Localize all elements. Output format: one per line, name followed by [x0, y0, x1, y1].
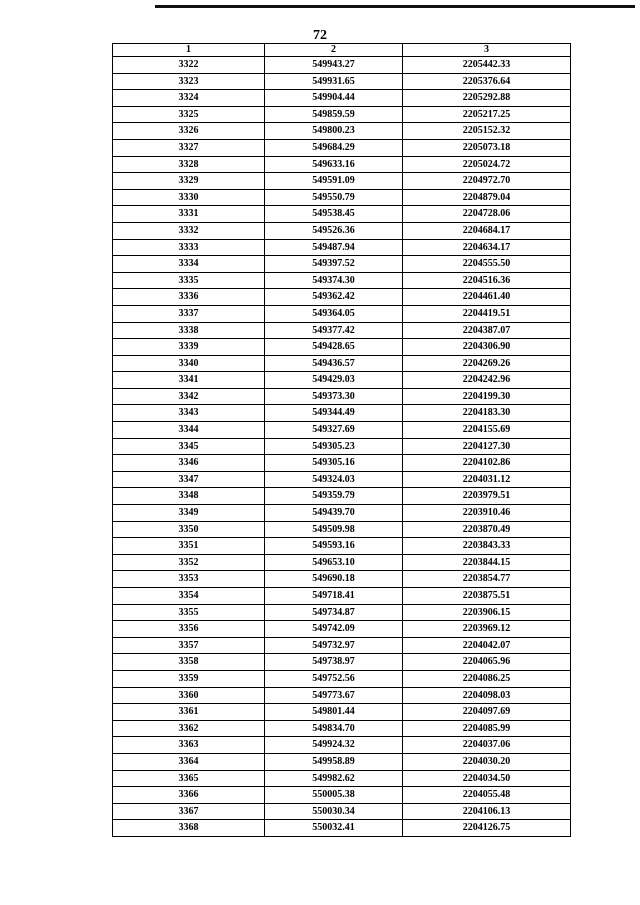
point-number-cell: 3339 — [113, 339, 265, 356]
table-row — [113, 355, 571, 372]
table-row — [113, 206, 571, 223]
point-number-cell: 3329 — [113, 173, 265, 190]
x-coordinate-cell: 549834.70 — [265, 720, 403, 737]
table-row — [113, 106, 571, 123]
y-coordinate-cell: 2204879.04 — [403, 189, 571, 206]
table-row — [113, 571, 571, 588]
table-row — [113, 820, 571, 837]
table-row — [113, 189, 571, 206]
point-number-cell: 3326 — [113, 123, 265, 140]
table-row — [113, 737, 571, 754]
x-coordinate-cell: 549734.87 — [265, 604, 403, 621]
y-coordinate-cell: 2204634.17 — [403, 239, 571, 256]
y-coordinate-cell: 2204461.40 — [403, 289, 571, 306]
x-coordinate-cell: 549718.41 — [265, 588, 403, 605]
point-number-cell: 3361 — [113, 704, 265, 721]
table-row — [113, 73, 571, 90]
x-coordinate-cell: 549538.45 — [265, 206, 403, 223]
y-coordinate-cell: 2204126.75 — [403, 820, 571, 837]
table-row — [113, 604, 571, 621]
x-coordinate-cell: 549429.03 — [265, 372, 403, 389]
x-coordinate-cell: 549439.70 — [265, 505, 403, 522]
point-number-cell: 3366 — [113, 787, 265, 804]
table-row — [113, 173, 571, 190]
table-row — [113, 505, 571, 522]
table-row — [113, 488, 571, 505]
table-row — [113, 654, 571, 671]
point-number-cell: 3355 — [113, 604, 265, 621]
y-coordinate-cell: 2205073.18 — [403, 139, 571, 156]
x-coordinate-cell: 549653.10 — [265, 554, 403, 571]
point-number-cell: 3367 — [113, 803, 265, 820]
y-coordinate-cell: 2203979.51 — [403, 488, 571, 505]
table-row — [113, 637, 571, 654]
point-number-cell: 3354 — [113, 588, 265, 605]
table-row — [113, 471, 571, 488]
x-coordinate-cell: 549487.94 — [265, 239, 403, 256]
y-coordinate-cell: 2204516.36 — [403, 272, 571, 289]
x-coordinate-cell: 549526.36 — [265, 222, 403, 239]
point-number-cell: 3348 — [113, 488, 265, 505]
x-coordinate-cell: 549327.69 — [265, 422, 403, 439]
table-row — [113, 538, 571, 555]
table-row — [113, 57, 571, 74]
x-coordinate-cell: 549324.03 — [265, 471, 403, 488]
x-coordinate-cell: 549742.09 — [265, 621, 403, 638]
point-number-cell: 3336 — [113, 289, 265, 306]
point-number-cell: 3368 — [113, 820, 265, 837]
y-coordinate-cell: 2203854.77 — [403, 571, 571, 588]
table-row — [113, 139, 571, 156]
x-coordinate-cell: 549362.42 — [265, 289, 403, 306]
point-number-cell: 3353 — [113, 571, 265, 588]
header-col-3: 3 — [403, 44, 571, 57]
point-number-cell: 3333 — [113, 239, 265, 256]
point-number-cell: 3359 — [113, 670, 265, 687]
point-number-cell: 3352 — [113, 554, 265, 571]
y-coordinate-cell: 2204555.50 — [403, 256, 571, 273]
point-number-cell: 3335 — [113, 272, 265, 289]
y-coordinate-cell: 2204097.69 — [403, 704, 571, 721]
x-coordinate-cell: 549550.79 — [265, 189, 403, 206]
point-number-cell: 3347 — [113, 471, 265, 488]
x-coordinate-cell: 549752.56 — [265, 670, 403, 687]
table-row — [113, 239, 571, 256]
point-number-cell: 3346 — [113, 455, 265, 472]
table-row — [113, 770, 571, 787]
table-row — [113, 123, 571, 140]
x-coordinate-cell: 550005.38 — [265, 787, 403, 804]
point-number-cell: 3342 — [113, 388, 265, 405]
y-coordinate-cell: 2204065.96 — [403, 654, 571, 671]
y-coordinate-cell: 2203875.51 — [403, 588, 571, 605]
x-coordinate-cell: 549958.89 — [265, 753, 403, 770]
y-coordinate-cell: 2203969.12 — [403, 621, 571, 638]
y-coordinate-cell: 2204242.96 — [403, 372, 571, 389]
page-number: 72 — [313, 28, 327, 43]
x-coordinate-cell: 549859.59 — [265, 106, 403, 123]
y-coordinate-cell: 2204972.70 — [403, 173, 571, 190]
y-coordinate-cell: 2204034.50 — [403, 770, 571, 787]
x-coordinate-cell: 549931.65 — [265, 73, 403, 90]
table-row — [113, 455, 571, 472]
x-coordinate-cell: 549738.97 — [265, 654, 403, 671]
x-coordinate-cell: 549690.18 — [265, 571, 403, 588]
y-coordinate-cell: 2204030.20 — [403, 753, 571, 770]
table-row — [113, 388, 571, 405]
x-coordinate-cell: 549924.32 — [265, 737, 403, 754]
x-coordinate-cell: 549732.97 — [265, 637, 403, 654]
table-row — [113, 90, 571, 107]
point-number-cell: 3351 — [113, 538, 265, 555]
x-coordinate-cell: 549800.23 — [265, 123, 403, 140]
x-coordinate-cell: 549359.79 — [265, 488, 403, 505]
x-coordinate-cell: 549364.05 — [265, 305, 403, 322]
point-number-cell: 3345 — [113, 438, 265, 455]
y-coordinate-cell: 2204055.48 — [403, 787, 571, 804]
x-coordinate-cell: 549374.30 — [265, 272, 403, 289]
table-row — [113, 405, 571, 422]
table-row — [113, 438, 571, 455]
point-number-cell: 3350 — [113, 521, 265, 538]
point-number-cell: 3327 — [113, 139, 265, 156]
y-coordinate-cell: 2204031.12 — [403, 471, 571, 488]
table-row — [113, 305, 571, 322]
table-row — [113, 704, 571, 721]
table-row — [113, 222, 571, 239]
table-row — [113, 289, 571, 306]
x-coordinate-cell: 550030.34 — [265, 803, 403, 820]
y-coordinate-cell: 2204199.30 — [403, 388, 571, 405]
x-coordinate-cell: 549344.49 — [265, 405, 403, 422]
coordinates-table — [112, 43, 571, 837]
y-coordinate-cell: 2205217.25 — [403, 106, 571, 123]
table-row — [113, 554, 571, 571]
table-row — [113, 588, 571, 605]
y-coordinate-cell: 2204106.13 — [403, 803, 571, 820]
table-row — [113, 803, 571, 820]
y-coordinate-cell: 2205442.33 — [403, 57, 571, 74]
point-number-cell: 3341 — [113, 372, 265, 389]
y-coordinate-cell: 2203910.46 — [403, 505, 571, 522]
x-coordinate-cell: 549773.67 — [265, 687, 403, 704]
point-number-cell: 3343 — [113, 405, 265, 422]
x-coordinate-cell: 549943.27 — [265, 57, 403, 74]
x-coordinate-cell: 549591.09 — [265, 173, 403, 190]
y-coordinate-cell: 2205376.64 — [403, 73, 571, 90]
table-row — [113, 322, 571, 339]
x-coordinate-cell: 549801.44 — [265, 704, 403, 721]
y-coordinate-cell: 2205292.88 — [403, 90, 571, 107]
x-coordinate-cell: 549633.16 — [265, 156, 403, 173]
point-number-cell: 3360 — [113, 687, 265, 704]
table-row — [113, 156, 571, 173]
point-number-cell: 3349 — [113, 505, 265, 522]
point-number-cell: 3323 — [113, 73, 265, 90]
x-coordinate-cell: 549373.30 — [265, 388, 403, 405]
x-coordinate-cell: 549982.62 — [265, 770, 403, 787]
point-number-cell: 3364 — [113, 753, 265, 770]
table-row — [113, 339, 571, 356]
point-number-cell: 3340 — [113, 355, 265, 372]
header-col-1: 1 — [113, 44, 265, 57]
y-coordinate-cell: 2204728.06 — [403, 206, 571, 223]
table-row — [113, 787, 571, 804]
y-coordinate-cell: 2204037.06 — [403, 737, 571, 754]
top-rule — [155, 5, 635, 8]
y-coordinate-cell: 2204387.07 — [403, 322, 571, 339]
x-coordinate-cell: 550032.41 — [265, 820, 403, 837]
header-col-2: 2 — [265, 44, 403, 57]
table-row — [113, 521, 571, 538]
point-number-cell: 3363 — [113, 737, 265, 754]
y-coordinate-cell: 2204085.99 — [403, 720, 571, 737]
y-coordinate-cell: 2204183.30 — [403, 405, 571, 422]
table-row — [113, 687, 571, 704]
point-number-cell: 3365 — [113, 770, 265, 787]
table-row — [113, 422, 571, 439]
table-row — [113, 753, 571, 770]
x-coordinate-cell: 549904.44 — [265, 90, 403, 107]
point-number-cell: 3337 — [113, 305, 265, 322]
y-coordinate-cell: 2205024.72 — [403, 156, 571, 173]
y-coordinate-cell: 2204684.17 — [403, 222, 571, 239]
point-number-cell: 3344 — [113, 422, 265, 439]
point-number-cell: 3334 — [113, 256, 265, 273]
x-coordinate-cell: 549428.65 — [265, 339, 403, 356]
x-coordinate-cell: 549377.42 — [265, 322, 403, 339]
point-number-cell: 3331 — [113, 206, 265, 223]
y-coordinate-cell: 2203870.49 — [403, 521, 571, 538]
point-number-cell: 3356 — [113, 621, 265, 638]
y-coordinate-cell: 2203843.33 — [403, 538, 571, 555]
table-row — [113, 720, 571, 737]
table-row — [113, 372, 571, 389]
y-coordinate-cell: 2203844.15 — [403, 554, 571, 571]
x-coordinate-cell: 549305.23 — [265, 438, 403, 455]
x-coordinate-cell: 549436.57 — [265, 355, 403, 372]
y-coordinate-cell: 2204306.90 — [403, 339, 571, 356]
table-header-row — [113, 44, 571, 57]
table-row — [113, 670, 571, 687]
y-coordinate-cell: 2205152.32 — [403, 123, 571, 140]
x-coordinate-cell: 549305.16 — [265, 455, 403, 472]
y-coordinate-cell: 2203906.15 — [403, 604, 571, 621]
x-coordinate-cell: 549509.98 — [265, 521, 403, 538]
point-number-cell: 3325 — [113, 106, 265, 123]
point-number-cell: 3328 — [113, 156, 265, 173]
y-coordinate-cell: 2204127.30 — [403, 438, 571, 455]
y-coordinate-cell: 2204086.25 — [403, 670, 571, 687]
point-number-cell: 3322 — [113, 57, 265, 74]
y-coordinate-cell: 2204102.86 — [403, 455, 571, 472]
y-coordinate-cell: 2204098.03 — [403, 687, 571, 704]
table-row — [113, 256, 571, 273]
y-coordinate-cell: 2204042.07 — [403, 637, 571, 654]
point-number-cell: 3358 — [113, 654, 265, 671]
point-number-cell: 3332 — [113, 222, 265, 239]
point-number-cell: 3330 — [113, 189, 265, 206]
point-number-cell: 3357 — [113, 637, 265, 654]
x-coordinate-cell: 549397.52 — [265, 256, 403, 273]
x-coordinate-cell: 549684.29 — [265, 139, 403, 156]
y-coordinate-cell: 2204269.26 — [403, 355, 571, 372]
table-row — [113, 621, 571, 638]
point-number-cell: 3324 — [113, 90, 265, 107]
x-coordinate-cell: 549593.16 — [265, 538, 403, 555]
point-number-cell: 3362 — [113, 720, 265, 737]
table-row — [113, 272, 571, 289]
y-coordinate-cell: 2204419.51 — [403, 305, 571, 322]
y-coordinate-cell: 2204155.69 — [403, 422, 571, 439]
point-number-cell: 3338 — [113, 322, 265, 339]
